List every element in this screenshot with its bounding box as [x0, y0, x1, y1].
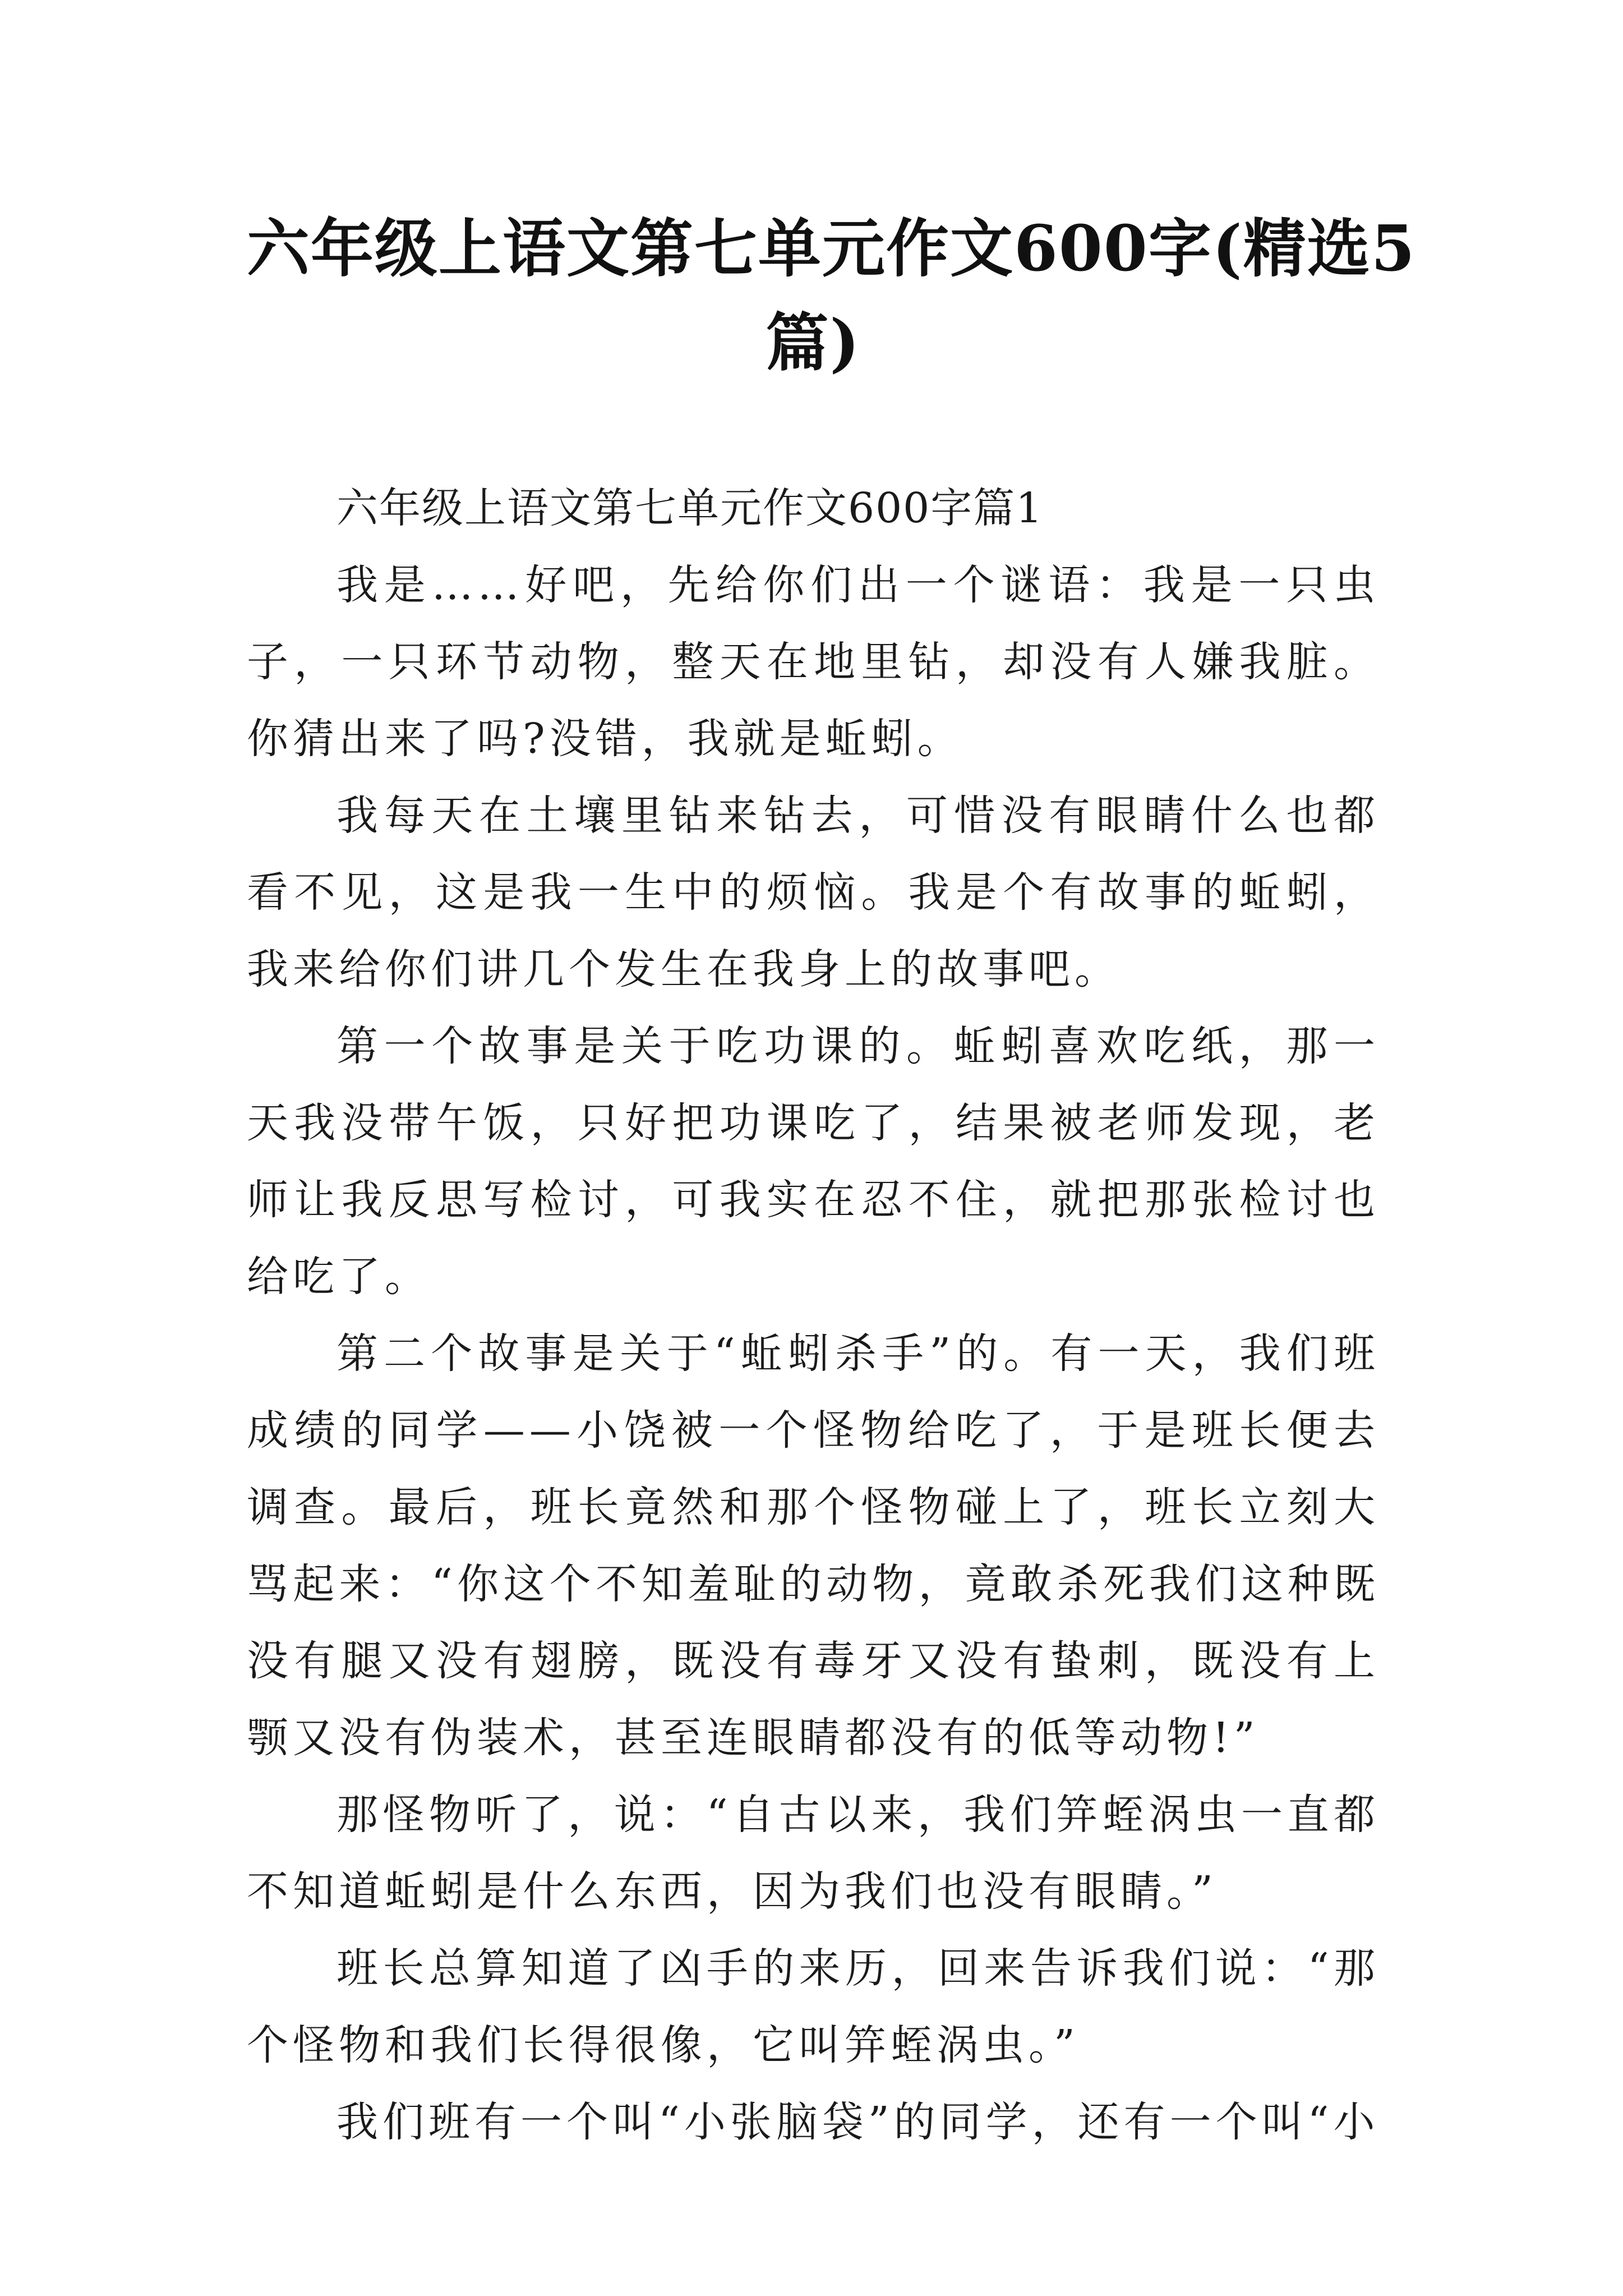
section-heading: 六年级上语文第七单元作文600字篇1: [336, 484, 1044, 532]
document-body: [247, 470, 1380, 2161]
document-title: [247, 202, 1416, 390]
paragraph: 那怪物听了，说：“自古以来，我们笄蛭涡虫一直都不知道蚯蚓是什么东西，因为我们也没有眼睛。”: [247, 1791, 1380, 1916]
paragraph: 第二个故事是关于“蚯蚓杀手”的。有一天，我们班成绩的同学——小饶被一个怪物给吃了，于是班长便去调查。最后，班长竟然和那个怪物碰上了，班长立刻大骂起来：“你这个不知羞耻的动物，竟敢杀死我们这种既没有腿又没有翅膀，既没有毒牙又没有蛰刺，既没有上颚又没有伪装术，甚至连眼睛都没有的低等动物!”: [247, 1329, 1380, 1762]
paragraph: 我们班有一个叫“小张脑袋”的同学，还有一个叫“小: [336, 2098, 1380, 2146]
title-line-1: 六年级上语文第七单元作文600字(精选5: [247, 212, 1416, 286]
paragraph: 班长总算知道了凶手的来历，回来告诉我们说：“那个怪物和我们长得很像，它叫笄蛭涡虫。”: [247, 1944, 1380, 2069]
paragraph: 我每天在土壤里钻来钻去，可惜没有眼睛什么也都看不见，这是我一生中的烦恼。我是个有故事的蚯蚓，我来给你们讲几个发生在我身上的故事吧。: [247, 792, 1380, 993]
paragraph: 我是……好吧，先给你们出一个谜语：我是一只虫子，一只环节动物，整天在地里钻，却没有人嫌我脏。你猜出来了吗?没错，我就是蚯蚓。: [247, 561, 1380, 763]
paragraph: 第一个故事是关于吃功课的。蚯蚓喜欢吃纸，那一天我没带午饭，只好把功课吃了，结果被老师发现，老师让我反思写检讨，可我实在忍不住，就把那张检讨也给吃了。: [247, 1022, 1380, 1301]
title-line-2: 篇): [766, 306, 861, 380]
